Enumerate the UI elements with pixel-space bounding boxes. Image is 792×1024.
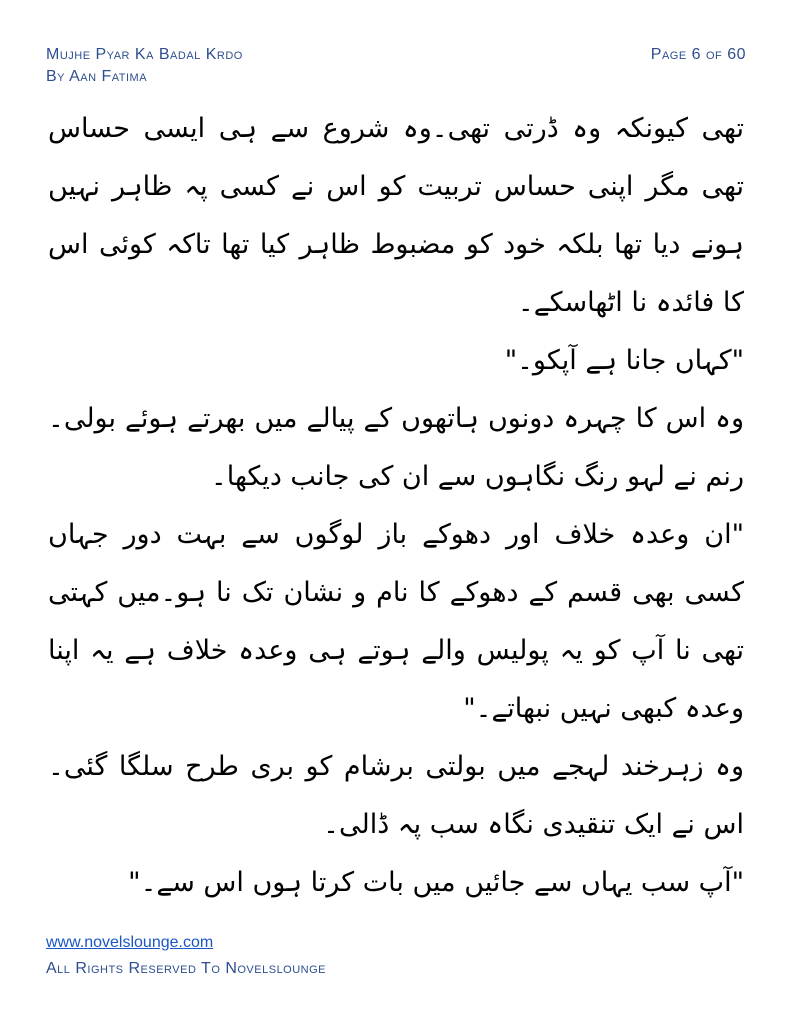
paragraph: وہ اس کا چہرہ دونوں ہاتھوں کے پیالے میں بھرتے ہوئے بولی۔رنم نے لہو رنگ نگاہوں سے ان کی جانب دیکھا۔ [48,403,744,492]
novel-title: Mujhe Pyar Ka Badal Krdo [46,46,243,63]
paragraph: "کہاں جانا ہے آپکو۔" [504,345,744,376]
paragraph: تھی کیونکہ وہ ڈرتی تھی۔وہ شروع سے ہی ایسی حساس تھی مگر اپنی حساس تربیت کو اس نے کسی پہ ظاہر نہیں ہونے دیا تھا بلکہ خود کو مضبوط ظاہر کیا تھا تاکہ کوئی اس کا فائدہ نا اٹھاسکے۔ [48,113,744,318]
page-footer [46,932,326,980]
page-number: Page 6 of 60 [650,46,746,63]
story-body [48,100,744,912]
paragraph: "آپ سب یہاں سے جائیں میں بات کرتا ہوں اس سے۔" [128,867,744,898]
author-name: By Aan Fatima [46,68,148,85]
paragraph: وہ زہرخند لہجے میں بولتی برشام کو بری طرح سلگا گئی۔اس نے ایک تنقیدی نگاہ سب پہ ڈالی۔ [48,751,744,840]
paragraph: "ان وعدہ خلاف اور دھوکے باز لوگوں سے بہت دور جہاں کسی بھی قسم کے دھوکے کا نام و نشان تک نا ہو۔میں کہتی تھی نا آپ کو یہ پولیس والے ہوتے ہی وعدہ خلاف ہے یہ اپنا وعدہ کبھی نہیں نبھاتے۔" [48,519,745,724]
rights-notice: All Rights Reserved To Novelslounge [46,960,327,977]
website-link[interactable]: www.novelslounge.com [46,934,214,951]
